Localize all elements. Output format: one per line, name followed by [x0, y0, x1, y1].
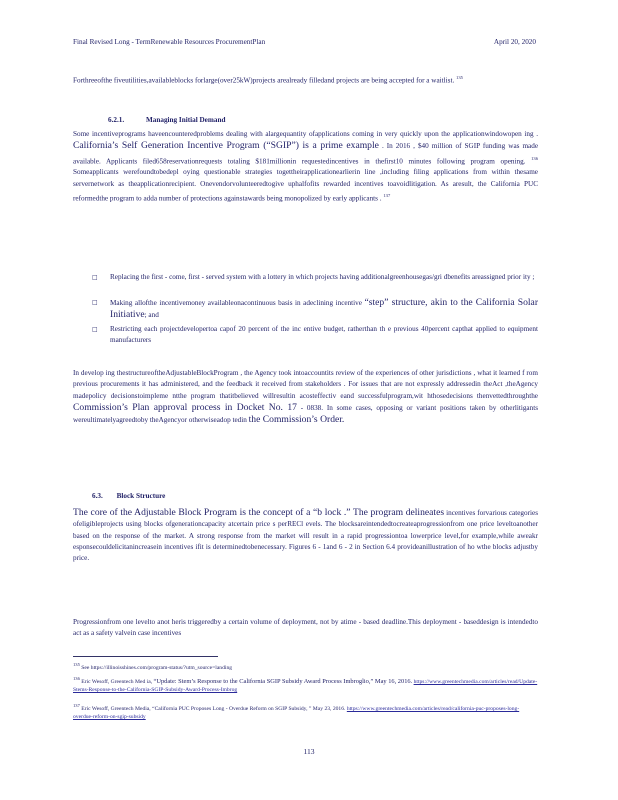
bullet-text: Replacing the first - come, first - served system with a lottery in which projects having additionalgreenhousegas/gri dbenefits areassigned prior ity ;: [110, 273, 535, 281]
bullet-marker-icon: □: [92, 274, 98, 281]
footnote: [73, 702, 538, 722]
para-emphasis: Commission’s Plan approval process in Docket No. 17: [73, 401, 297, 413]
para-text: Progressionfrom one levelto anot heris triggeredby a certain volume of deployment, not by atime - based deadline.This deployment - baseddesign is intendedto act as a safety valvein case incentives: [73, 618, 538, 638]
intro-paragraph: [73, 72, 538, 87]
footnote-number: 136: [73, 676, 80, 681]
section-number: 6.3.: [92, 492, 103, 500]
progression-paragraph: [73, 617, 538, 640]
bullet-text: Restricting each projectdevelopertoa capof 20 percent of the inc entive budget, ratherthan th e previous 40percent capthat applied to equipment manufacturers: [110, 325, 538, 345]
managing-demand-paragraph: [73, 129, 538, 205]
footnote-text: Eric Wesoff, Greentech Media, “California PUC Proposes Long - Overdue Reform on SGIP Subsidy, ” May 23, 2016.: [81, 705, 346, 712]
bullet-text: Making allofthe incentivemoney availableonacontinuous basis in adeclining incentive: [110, 299, 362, 307]
block-structure-paragraph: [73, 507, 538, 564]
section-title: Managing Initial Demand: [145, 116, 226, 124]
para-emphasis: California’s Self Generation Incentive Program (“SGIP”) is a prime example: [73, 140, 379, 152]
bullet-marker-icon: □: [92, 326, 98, 333]
para-text: incentives forvarious categories ofeligibleprojects using blocks ofgenerationcapacity atcertain price s perRECl evels. The blocksareintendedtocreateaprogressionfrom one price leveltoanother based on the response of the market. A strong response from the market will result in a rapid progressiontoa lowerprice level,for example,while aweakr esponsecouldelicitanincreasein incentives ifit is determinedtobenecessary. Figures 6 - 1and 6 - 2 in Section 6.4 provideanillustration of ho wthe blocks adjustby price.: [73, 509, 539, 563]
para-text: . In 2016 , $40 million of SGIP funding was made available. Applicants filed658reservationrequests totaling $181millionin requestedincentives in thefirst10 minutes following program opening.: [73, 142, 539, 165]
develop-structure-paragraph: [73, 368, 538, 426]
footnote: [73, 675, 538, 695]
footnote-link[interactable]: https://www.greentechmedia.com/articles/read/Update-Stems-Response-to-the-California-SGIP-Subsidy-Award-Process-Imbrog: [73, 678, 538, 694]
bullet-item: [92, 272, 538, 296]
footnote-number: 137: [73, 703, 80, 708]
para-emphasis: the Commission’s Order.: [248, 414, 345, 426]
footnote-ref: 137: [383, 192, 391, 198]
bullet-item: [92, 297, 538, 321]
bullet-text: ; and: [144, 311, 159, 320]
footnote-text: Eric Wesoff, Greentech Med ia,: [81, 678, 153, 685]
footnote-divider: [73, 656, 218, 657]
footnote: [73, 661, 538, 672]
header-title: Final Revised Long - TermRenewable Resources ProcurementPlan: [73, 38, 266, 46]
bullet-emphasis: “step” structure, akin to the California Solar Initiative: [110, 297, 539, 321]
footnote-text: See https://illinoisshines.com/program-status/?utm_source=landing: [81, 664, 233, 671]
bullet-item: [92, 324, 538, 348]
bullet-marker-icon: □: [92, 299, 98, 306]
footnote-ref: 136: [531, 155, 538, 161]
page-number: 113: [303, 747, 315, 756]
para-text: Someapplicants werefoundtobedepl oying questionable strategies togettheirapplicationearlierin line ,including filing applications from within thesame servernetwork as theapplicationrecipient. Onevendorvolunteeredtogive uphalfofits rewarded incentives toavoidlitigation. As aresult, the California PUC reformedthe program to adda number of protections againstawards being monopolized by early applicants .: [73, 168, 538, 203]
para-emphasis: The core of the Adjustable Block Program is the concept of a “b lock .” The program delineates: [73, 507, 445, 518]
intro-text: Forthreeofthe fiveutilities,availableblocks forlarge(over25kW)projects arealready filledand projects are being accepted for a waitlist.: [73, 76, 455, 85]
footnote-ref: 135: [456, 75, 463, 80]
section-number: 6.2.1.: [108, 116, 125, 124]
para-text: - 0838. In some cases, opposing or variant positions taken by otherlitigants wereultimatelyagreedtoby theAgencyor otherwiseadop tedin: [73, 403, 539, 425]
section-heading-6-3: [92, 492, 165, 500]
footnote-title: “Update: Stem’s Response to the California SGIP Subsidy Award Process Imbroglio,” May 16, 2016.: [153, 677, 413, 685]
para-text: In develop ing thestructureoftheAdjustableBlockProgram , the Agency took intoaccountits review of the experiences of other jurisdictions , what it learned f rom previous procurements it has administered, and the feedback it received from stakeholders . For issues that are not expressly addressedin theAct ,theAgency madepolicy decisionstoimpleme ntthe program thatitbelieved willresultin acosteffectiv eand successfulprogram,wit hthosedecisions thenvettedthroughthe: [73, 369, 538, 400]
section-title: Block Structure: [116, 492, 166, 500]
footnote-number: 135: [73, 662, 80, 667]
footnote-link[interactable]: https://www.greentechmedia.com/articles/read/california-puc-proposes-long-overdue-reform-on-sgip-subsidy: [73, 705, 520, 721]
section-heading-6-2-1: [108, 116, 225, 124]
header-date: April 20, 2020: [493, 38, 536, 46]
para-text: Some incentiveprograms haveencounteredproblems dealing with alargequantity ofapplications coming in very quickly upon the applicationwindowopen ing .: [73, 130, 538, 138]
